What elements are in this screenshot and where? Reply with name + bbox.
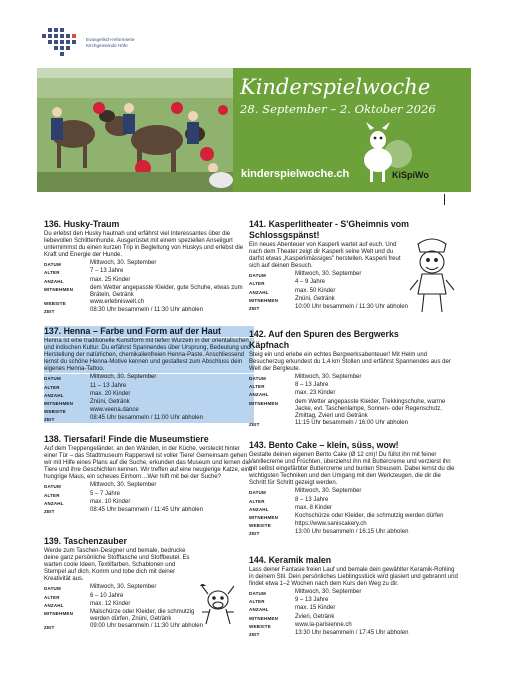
- course-website[interactable]: https://www.saniscakery.ch: [295, 520, 367, 527]
- course-description: Steig ein und erlebe ein echtes Bergwerksabenteuer! Mit Helm und Besucherzug erkundest du 1,4 km Stollen und erfährst Spannendes aus der Welt der Bergleute.: [249, 352, 451, 373]
- course-count: max. 50 Kinder: [295, 287, 336, 294]
- course-bring: Znüni, Getränk: [295, 295, 335, 302]
- course-137-selected[interactable]: 137. Henna – Farbe und Form auf der Haut Henna ist eine traditionelle Kunstform mit tiefen Wurzeln in der orientalischen und indischen Kultur. Du erfährst Spannendes über Ursprung, Bedeutung und Herstellung der natürlichen, chemikalienfreien Henna-Paste. Anschliessend lernst du schöne Henna-Motive kennen und gestaltest zum Abschluss dein eigenes Henna-Tattoo. DATUM Mittwoch, 30. September ALTER 11 – 13 Jahre ANZAHL max. 20 Kinder MITNEHMEN Znüni, Getränk WEBSITE www.veena.dance ZEIT 08:45 Uhr besammeln / 11:00 Uhr abholen: [44, 326, 254, 423]
- course-time: 10:00 Uhr besammeln / 11:30 Uhr abholen: [295, 303, 408, 310]
- event-photo: [37, 68, 233, 192]
- course-139: 139. Taschenzauber Werde zum Taschen-Designer und bemale, bedrucke deine ganz persönliche Stofftasche und Stoffbeutel. Es warten coole Ideen, Textilfarben, Schablonen und Stempel auf dich. Komm und tobe dich mit deiner Kreativität aus. DATUM Mittwoch, 30. September ALTER 6 – 10 Jahre ANZAHL max. 12 Kinder MITNEHMEN Malschürze oder Kleider, die schmutzig werden dürfen, Znüni, Getränk ZEIT 09:00 Uhr besammeln / 11:30 Uhr abholen: [44, 536, 196, 631]
- course-count: max. 8 Kinder: [295, 504, 333, 511]
- course-time: 08:45 Uhr besammeln / 11:45 Uhr abholen: [90, 506, 203, 513]
- course-141: 141. Kasperlitheater - S'Gheimnis vom Schlossgspänst! Ein neues Abenteuer von Kasperli wartet auf euch. Und nach dem Theater zeigt dir Kasperli seine Welt und du darfst etwas „Kasperlimässiges" herstellen. Kasperli freut sich auf deinen Besuch. DATUM Mittwoch, 30. September ALTER 4 – 9 Jahre ANZAHL max. 50 Kinder MITNEHMEN Znüni, Getränk ZEIT 10:00 Uhr besammeln / 11:30 Uhr abholen: [249, 219, 410, 311]
- course-description: Lass deiner Fantasie freien Lauf und bemale dein gewählter Keramik-Rohling in deinem Stil. Dein persönliches Lieblingsstück wird glasiert und gebrannt und findet etwa 1–2 Wochen nach dem Kurs den Weg zu dir.: [249, 567, 458, 588]
- course-description: Gestalte deinen eigenen Bento Cake (Ø 12 cm)! Du füllst ihn mit feiner Vanillecreme und Früchten, überziehst ihn mit Buttercreme und verzierst ihn mit selbst eingefärbter Buttercreme und bunten Streuseln. Dabei lernst du die wichtigsten Techniken und den Umgang mit den Werkzeugen, die dir die Schritt für Schritt gezeigt werden.: [249, 452, 455, 487]
- course-description: Henna ist eine traditionelle Kunstform mit tiefen Wurzeln in der orientalischen und indischen Kultur. Du erfährst Spannendes über Ursprung, Bedeutung und Herstellung der natürlichen, chemikalienfreien Henna-Paste. Anschliessend lernst du schöne Henna-Motive kennen und gestaltest zum Abschluss dein eigenes Henna-Tattoo.: [44, 338, 254, 373]
- course-age: 8 – 13 Jahre: [295, 496, 329, 503]
- course-time: 08:30 Uhr besammeln / 11:30 Uhr abholen: [90, 306, 203, 313]
- course-description: Ein neues Abenteuer von Kasperli wartet auf euch. Und nach dem Theater zeigt dir Kasperli seine Welt und du darfst etwas „Kasperlimässiges" herstellen. Kasperli freut sich auf deinen Besuch.: [249, 242, 401, 270]
- course-age: 5 – 7 Jahre: [90, 490, 121, 497]
- course-description: Du erlebst den Husky hautnah und erfährst viel Interessantes über die liebevollen Schlittenhunde. Ausgerüstet mit einem speziellen Anseilgurt unternimmst du einen kurzen Trip in Begleitung von Huskys und erlebst die Kraft und Energie der Hunde.: [44, 231, 244, 259]
- course-count: max. 12 Kinder: [90, 600, 131, 607]
- course-143: 143. Bento Cake – klein, süss, wow! Gestalte deinen eigenen Bento Cake (Ø 12 cm)! Du füllst ihn mit feiner Vanillecreme und Früchten, überziehst ihn mit Buttercreme und verzierst ihn mit selbst eingefärbter Buttercreme und bunten Streuseln. Dabei lernst du die wichtigsten Techniken und den Umgang mit den Werkzeugen, die dir die Schritt für Schritt gezeigt werden. DATUM Mittwoch, 30. September ALTER 8 – 13 Jahre ANZAHL max. 8 Kinder MITNEHMEN Kochschürze oder Kleider, die schmutzig werden dürfen WEBSITE https://www.saniscakery.ch ZEIT 13:00 Uhr besammeln / 16:15 Uhr abholen: [249, 440, 459, 537]
- course-website[interactable]: www.erlebniswelt.ch: [90, 298, 145, 305]
- course-age: 6 – 10 Jahre: [90, 592, 124, 599]
- course-title: 144. Keramik malen: [249, 555, 332, 565]
- course-144: 144. Keramik malen Lass deiner Fantasie freien Lauf und bemale dein gewählter Keramik-Rohling in deinem Stil. Dein persönliches Lieblingsstück wird glasiert und gebrannt und findet etwa 1–2 Wochen nach dem Kurs den Weg zu dir. DATUM Mittwoch, 30. September ALTER 9 – 13 Jahre ANZAHL max. 15 Kinder MITNEHMEN Zvieri, Getränk WEBSITE www.la-parisienne.ch ZEIT 13:30 Uhr besammeln / 17:45 Uhr abholen: [249, 555, 458, 637]
- course-date: Mittwoch, 30. September: [295, 271, 362, 278]
- course-time: 11:15 Uhr besammeln / 16:00 Uhr abholen: [295, 419, 408, 426]
- course-age: 9 – 13 Jahre: [295, 597, 329, 604]
- course-bring: dem Wetter angepasste Kleider, gute Schuhe, etwas zum Bräteln, Getränk: [90, 284, 243, 298]
- course-title: 137. Henna – Farbe und Form auf der Haut: [44, 326, 254, 337]
- kasperli-doodle-icon: [408, 236, 456, 316]
- logo-dots-icon: [40, 26, 84, 60]
- course-title: 139. Taschenzauber: [44, 536, 127, 546]
- course-bring: Kochschürze oder Kleider, die schmutzig werden dürfen: [295, 512, 444, 519]
- course-description: Auf dem Treppengeländer, an den Wänden, in der Küche, versteckt hinter einer Tür – das Stadtmuseum Rapperswil ist voller Tiere! Gemeinsam gehen wir mit Hilfe eines Plans auf die Suche, erkunden das Museum und lernen die Tiere und ihre Geschichten kennen. Wir treffen auf eine neugierige Katze, eine hungrige Maus, ein scheues Einhorn…Wer hilft mit bei der Suche?: [44, 446, 253, 481]
- course-age: 8 – 13 Jahre: [295, 382, 329, 389]
- course-age: 11 – 13 Jahre: [90, 382, 127, 389]
- course-website[interactable]: www.la-parisienne.ch: [295, 621, 352, 628]
- course-age: 4 – 9 Jahre: [295, 279, 326, 286]
- course-date: Mittwoch, 30. September: [90, 584, 157, 591]
- course-website[interactable]: www.veena.dance: [90, 406, 139, 413]
- children-with-donkeys-image: [37, 68, 233, 192]
- org-line1: Evangelisch-reformierte: [86, 37, 135, 42]
- banner-url[interactable]: kinderspielwoche.ch: [241, 168, 350, 180]
- course-date: Mittwoch, 30. September: [90, 374, 157, 381]
- course-bring: Znüni, Getränk: [90, 398, 130, 405]
- course-title: 141. Kasperlitheater - S'Gheimnis vom Schlossgspänst!: [249, 219, 410, 240]
- banner-title: Kinderspielwoche: [240, 75, 431, 99]
- course-138: 138. Tiersafari! Finde die Museumstiere Auf dem Treppengeländer, an den Wänden, in der Küche, versteckt hinter einer Tür – das Stadtmuseum Rapperswil ist voller Tiere! Gemeinsam gehen wir mit Hilfe eines Plans auf die Suche, erkunden das Museum und lernen die Tiere und ihre Geschichten kennen. Wir treffen auf eine neugierige Katze, eine hungrige Maus, ein scheues Einhorn…Wer hilft mit bei der Suche? DATUM Mittwoch, 30. September ALTER 5 – 7 Jahre ANZAHL max. 10 Kinder ZEIT 08:45 Uhr besammeln / 11:45 Uhr abholen: [44, 434, 253, 514]
- course-count: max. 25 Kinder: [90, 276, 131, 283]
- course-title: 142. Auf den Spuren des Bergwerks Käpfnach: [249, 329, 399, 350]
- course-date: Mittwoch, 30. September: [90, 260, 157, 267]
- sheep-mascot-icon: [356, 118, 429, 188]
- course-136: 136. Husky-Traum Du erlebst den Husky hautnah und erfährst viel Interessantes über die liebevollen Schlittenhunde. Ausgerüstet mit einem speziellen Anseilgurt unternimmst du einen kurzen Trip in Begleitung von Huskys und erlebst die Kraft und Energie der Hunde. DATUM Mittwoch, 30. September ALTER 7 – 13 Jahre ANZAHL max. 25 Kinder MITNEHMEN dem Wetter angepasste Kleider, gute Schuhe, etwas zum Bräteln, Getränk WEBSITE www.erlebniswelt.ch ZEIT 08:30 Uhr besammeln / 11:30 Uhr abholen: [44, 219, 254, 315]
- course-count: max. 20 Kinder: [90, 390, 131, 397]
- course-date: Mittwoch, 30. September: [295, 374, 362, 381]
- course-bring: Zvieri, Getränk: [295, 613, 335, 620]
- org-line2: Kirchgemeinde Höfe: [86, 42, 128, 48]
- course-title: 138. Tiersafari! Finde die Museumstiere: [44, 434, 209, 444]
- course-date: Mittwoch, 30. September: [295, 589, 362, 596]
- course-time: 09:00 Uhr besammeln / 11:30 Uhr abholen: [90, 622, 203, 629]
- course-age: 7 – 13 Jahre: [90, 268, 124, 275]
- course-count: max. 10 Kinder: [90, 498, 131, 505]
- church-logo: [40, 24, 170, 64]
- course-title: 143. Bento Cake – klein, süss, wow!: [249, 440, 399, 450]
- banner-dates: 28. September – 2. Oktober 2026: [240, 102, 436, 116]
- course-description: Werde zum Taschen-Designer und bemale, bedrucke deine ganz persönliche Stofftasche und Stoffbeutel. Es warten coole Ideen, Textilfarben, Schablonen und Stempel auf dich. Komm und tobe dich mit deiner Kreativität aus.: [44, 548, 190, 583]
- course-time: 13:30 Uhr besammeln / 17:45 Uhr abholen: [295, 629, 409, 636]
- course-time: 13:00 Uhr besammeln / 16:15 Uhr abholen: [295, 528, 409, 535]
- text-cursor: [444, 194, 445, 205]
- mascot-label: KiSpiWo: [392, 170, 429, 180]
- cow-doodle-icon: [196, 582, 240, 628]
- course-count: max. 15 Kinder: [295, 605, 336, 612]
- course-bring: Malschürze oder Kleider, die schmutzig werden dürfen, Znüni, Getränk: [90, 608, 195, 622]
- course-date: Mittwoch, 30. September: [295, 488, 362, 495]
- course-title: 136. Husky-Traum: [44, 219, 120, 229]
- course-bring: dem Wetter angepasste Kleider, Trekkingschuhe, warme Jacke, evt. Taschenlampe, Sonnen- oder Regenschutz, Zmittag, Zvieri und Getränk: [295, 398, 446, 419]
- course-142: 142. Auf den Spuren des Bergwerks Käpfnach Steig ein und erlebe ein echtes Bergwerksabenteuer! Mit Helm und Besucherzug erkundest du 1,4 km Stollen und erfährst Spannendes aus der Welt der Bergleute. DATUM Mittwoch, 30. September ALTER 8 – 13 Jahre ANZAHL max. 23 Kinder MITNEHMEN dem Wetter angepasste Kleider, Trekkingschuhe, warme Jacke, evt. Taschenlampe, Sonnen- oder Regenschutz, Zmittag, Zvieri und Getränk ZEIT 11:15 Uhr besammeln / 16:00 Uhr abholen: [249, 329, 459, 428]
- course-count: max. 23 Kinder: [295, 390, 336, 397]
- course-date: Mittwoch, 30. September: [90, 482, 157, 489]
- course-time: 08:45 Uhr besammeln / 11:00 Uhr abholen: [90, 414, 203, 421]
